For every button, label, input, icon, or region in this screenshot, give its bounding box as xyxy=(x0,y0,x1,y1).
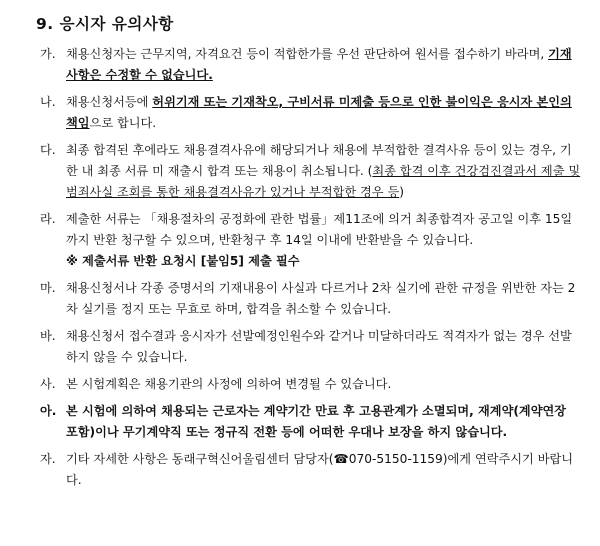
phone-icon: ☎ xyxy=(333,452,349,466)
item-marker: 다. xyxy=(40,143,56,157)
item-text: 제출한 서류는 「채용절차의 공정화에 관한 법률」제11조에 의거 최종합격자 공고일 이후 15일까지 반환 청구할 수 있으며, 반환청구 후 14일 이내에 반환받을 수 있습니다. xyxy=(66,212,573,247)
item-marker: 바. xyxy=(40,329,56,343)
item-text: 채용신청서등에 xyxy=(66,95,153,109)
item-marker: 라. xyxy=(40,212,56,226)
item-text: 채용신청자는 근무지역, 자격요건 등이 적합한가를 우선 판단하여 원서를 접수하기 바라며, xyxy=(66,47,549,61)
item-marker: 나. xyxy=(40,95,56,109)
notice-item-ja xyxy=(40,449,582,491)
item-text: 본 시험계획은 채용기관의 사정에 의하여 변경될 수 있습니다. xyxy=(66,377,392,391)
notice-item-sa xyxy=(40,374,582,395)
item-text: 본 시험에 의하여 채용되는 근로자는 계약기간 만료 후 고용관계가 소멸되며, 재계약(계약연장 포함)이나 무기계약직 또는 정규직 전환 등에 어떠한 우대나 보장을 하지 않습니다. xyxy=(66,404,567,439)
notice-item-a xyxy=(40,401,582,443)
notice-item-da xyxy=(40,140,582,203)
notice-item-na xyxy=(40,92,582,134)
notice-item-ga xyxy=(40,44,582,86)
notice-item-ma xyxy=(40,278,582,320)
item-marker: 마. xyxy=(40,281,56,295)
contact-phone: 070-5150-1159 xyxy=(348,452,443,466)
item-text: 채용신청서나 각종 증명서의 기재내용이 사실과 다르거나 2차 실기에 관한 규정을 위반한 자는 2차 실기를 정지 또는 무효로 하며, 합격을 취소할 수 있습니다. xyxy=(66,281,576,316)
item-text-underlined: 최종 합격 이후 건강검진결과서 제출 및 범죄사실 조회를 통한 채용결격사유가 있거나 부적합한 경우 등 xyxy=(66,164,581,199)
item-marker: 가. xyxy=(40,47,56,61)
section-title: 9. 응시자 유의사항 xyxy=(36,15,174,33)
item-text-emphasis: 기재사항은 수정할 수 없습니다. xyxy=(66,47,572,82)
item-marker: 사. xyxy=(40,377,56,391)
item-text: 최종 합격된 후에라도 채용결격사유에 해당되거나 채용에 부적합한 결격사유 등이 있는 경우, 기한 내 최종 서류 미 재출시 합격 또는 채용이 취소됩니다. ( xyxy=(66,143,572,178)
item-text-tail: 으로 합니다. xyxy=(89,116,157,130)
item-text-tail: ) xyxy=(399,185,404,199)
document-return-note: ※ 제출서류 반환 요청시 [붙임5] 제출 필수 xyxy=(66,254,300,268)
item-text-emphasis: 허위기재 또는 기재착오, 구비서류 미제출 등으로 인한 불이익은 응시자 본인의 책임 xyxy=(66,95,572,130)
notice-item-ra xyxy=(40,209,582,251)
item-text-tail: )에게 연락주시기 바랍니다. xyxy=(66,452,574,487)
item-marker: 아. xyxy=(40,404,57,418)
item-marker: 자. xyxy=(40,452,56,466)
item-text: 채용신청서 접수결과 응시자가 선발예정인원수와 같거나 미달하더라도 적격자가 없는 경우 선발하지 않을 수 있습니다. xyxy=(66,329,572,364)
notice-item-ba xyxy=(40,326,582,368)
item-text: 기타 자세한 사항은 동래구혁신어울림센터 담당자( xyxy=(66,452,334,466)
